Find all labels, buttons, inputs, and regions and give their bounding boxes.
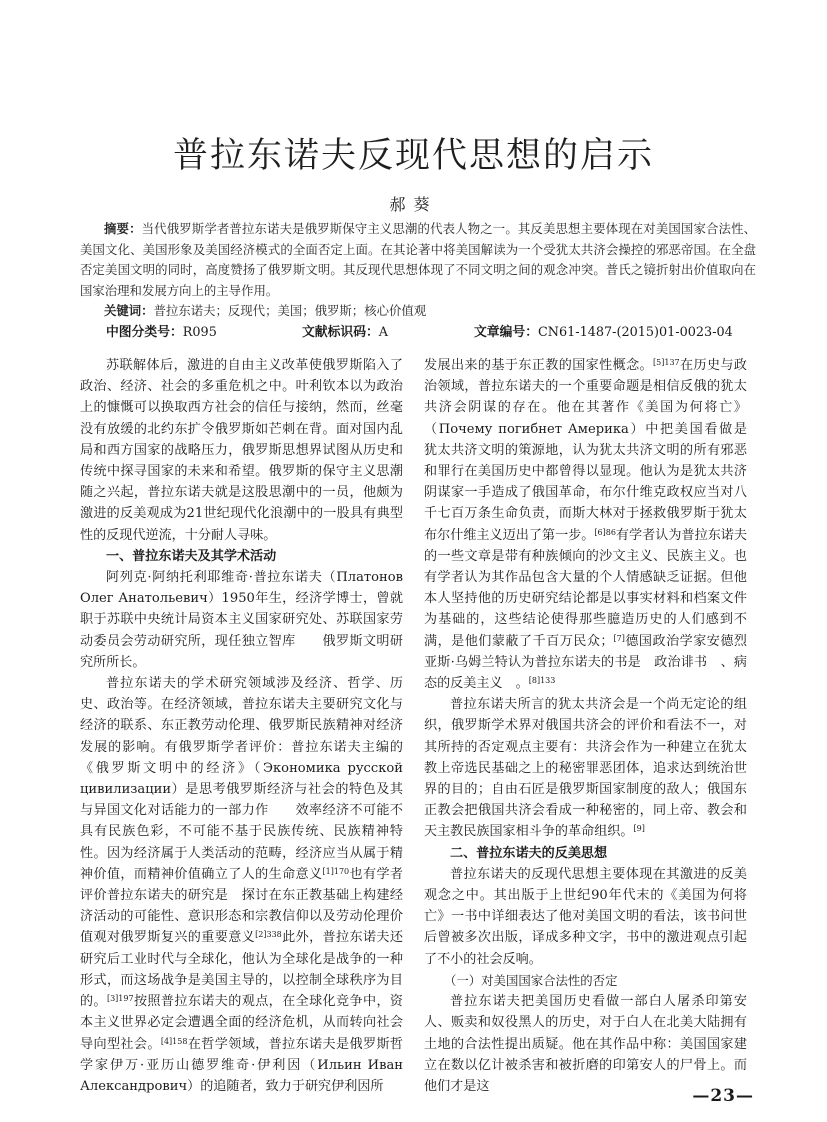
left-column	[80, 355, 403, 1097]
keywords-text: 普拉东诺夫；反现代；美国；俄罗斯；核心价值观	[153, 303, 427, 319]
citation-ref: [7]	[613, 633, 625, 643]
keywords-paragraph	[80, 301, 756, 322]
citation-ref: [1]170	[322, 866, 350, 876]
citation-ref: [5]137	[653, 358, 680, 367]
freemason-paragraph	[424, 694, 747, 842]
subsection-heading-1: （一）对美国国家合法性的否定	[444, 972, 618, 988]
freemason-text: 普拉东诺夫所言的犹太共济会是一个尚无定论的组织，俄罗斯学术界对俄国共济会的评价和看法不一，对其所持的否定观点主要有：共济会作为一种建立在犹太教上帝选民基础之上的秘密罪恶团体，追求达到统治世界的目的；自由石匠是俄罗斯国家制度的敌人；俄国东正教会把俄国共济会看成一种秘密的，同上帝、教会和天主教民族国家相斗争的革命组织。	[424, 697, 747, 840]
abstract-block	[80, 219, 756, 322]
citation-ref: [4]158	[160, 1036, 188, 1046]
doc-code-field	[302, 324, 388, 342]
intro-paragraph: 苏联解体后，激进的自由主义改革使俄罗斯陷入了政治、经济、社会的多重危机之中。叶利钦本以为政治上的慷慨可以换取西方社会的信任与接纳，然而，丝毫没有放缓的北约东扩令俄罗斯如芒刺在背。面对国内乱局和西方国家的战略压力，俄罗斯思想界试图从历史和传统中探寻国家的未来和希望。俄罗斯的保守主义思潮随之兴起，普拉东诺夫就是这股思潮中的一员，他颇为激进的反美观成为21世纪现代化浪潮中的一股具有典型性的反现代逆流，十分耐人寻味。	[80, 358, 403, 543]
continued-text-c: 有学者认为普拉东诺夫的一些文章是带有种族倾向的沙文主义、民族主义。也有学者认为其作品包含大量的个人情感缺乏证据。但他本人坚持他的历史研究结论都是以事实材料和档案文件为基础的，这些结论使得那些臆造历史的人们感到不满，是他们蒙蔽了千百万民众；	[424, 527, 748, 649]
article-number-field	[474, 324, 733, 342]
research-text-e: 在哲学领域，普拉东诺夫是俄罗斯哲学家伊万·亚历山德罗维奇·伊利因（Ильин Иван Александрович）的追随者，致力于研究伊利因所	[80, 1036, 404, 1094]
doc-code-value: A	[378, 325, 389, 340]
citation-ref: [8]133	[528, 676, 556, 686]
doc-code-label: 文献标识码：	[302, 325, 379, 340]
research-text-b: 也有学者评价普拉东诺夫的研究是 探讨在东正教基础上构建经济活动的可能性、意识形态和宗教信仰以及劳动伦理价值观对俄罗斯复兴的重要意义	[80, 866, 404, 946]
continued-text-d: 德国政治学家安德烈亚斯·乌姆兰特认为普拉东诺夫的书是 政治诽书 、病态的反美主义 。	[424, 633, 748, 692]
page-number: —23—	[692, 1086, 754, 1106]
abstract-label: 摘要：	[104, 221, 142, 236]
research-text-c: 此外，普拉东诺夫还研究后工业时代与全球化，他认为全球化是战争的一种形式，而这场战争是美国主导的，以控制全球秩序为目的。	[80, 930, 404, 1010]
section-heading-2: 二、普拉东诺夫的反美思想	[450, 845, 608, 861]
continued-text-b: 在历史与政治领域，普拉东诺夫的一个重要命题是相信反俄的犹太共济会阴谋的存在。他在其著作《美国为何将亡》（Почему погибнет Америка）中把美国看做是 犹太共济文明的策源地，认为犹太共济文明的所有邪恶和罪行在美国历史中都曾得以显现。他认为是犹太共济阴谋家一手造成了俄国革命，布尔什维克政权应当对八千七百万条生命负责，而斯大林对于拯救俄罗斯于犹太布尔什维主义迈出了第一步。	[424, 358, 761, 543]
abstract-text: 当代俄罗斯学者普拉东诺夫是俄罗斯保守主义思潮的代表人物之一。其反美思想主要体现在对美国国家合法性、美国文化、美国形象及美国经济模式的全面否定上面。在其论著中将美国解读为一个受犹太共济会操控的邪恶帝国。在全盘否定美国文明的同时，高度赞扬了俄罗斯文明。其反现代思想体现了不同文明之间的观念冲突。普氏之镜折射出价值取向在国家治理和发展方向上的主导作用。	[80, 221, 757, 298]
article-title: 普拉东诺夫反现代思想的启示	[172, 136, 654, 176]
clc-label: 中图分类号：	[106, 325, 183, 340]
clc-field	[106, 324, 217, 342]
clc-value: R095	[182, 325, 217, 340]
citation-ref: [9]	[633, 824, 645, 834]
author-name: 郝葵	[389, 195, 438, 214]
citation-ref: [2]338	[255, 930, 282, 940]
biography-paragraph: 阿列克·阿纳托利耶维奇·普拉东诺夫（Платонов Олег Анатольевич）1950年生，经济学博士，曾就职于苏联中央统计局资本主义国家研究处、苏联国家劳动委员会劳动研究所，现任独立智库 俄罗斯文明研究所所长。	[80, 570, 403, 670]
research-text-d: 按照普拉东诺夫的观点，在全球化竞争中，资本主义世界必定会遭遇全面的经济危机，从而转向社会导向型社会。	[80, 994, 404, 1052]
anti-american-paragraph: 普拉东诺夫的反现代思想主要体现在其激进的反美观念之中。其出版于上世纪90年代末的《美国为何将亡》一书中详细表达了他对美国文明的看法，该书问世后曾被多次出版，译成多种文字，书中的激进观点引起了不小的社会反响。	[424, 866, 747, 967]
research-text-a: 普拉东诺夫的学术研究领域涉及经济、哲学、历史、政治等。在经济领域，普拉东诺夫主要研究文化与经济的联系、东正教劳动伦理、俄罗斯民族精神对经济发展的影响。有俄罗斯学者评价：普拉东诺夫主编的《俄罗斯文明中的经济》（Экономика русской цивилизации）是思考俄罗斯经济与社会的特色及其与异国文化对话能力的一部力作 效率经济不可能不具有民族色彩，不可能不基于民族传统、民族精神特性。因为经济属于人类活动的范畴，经济应当从属于精神价值，而精神价值确立了人的生命意义	[80, 676, 403, 882]
keywords-label: 关键词：	[104, 303, 154, 319]
continued-text-a: 发展出来的基于东正教的国家性概念。	[424, 358, 654, 373]
research-paragraph	[80, 673, 403, 1097]
section-heading-1: 一、普拉东诺夫及其学术活动	[106, 548, 277, 564]
legitimacy-paragraph: 普拉东诺夫把美国历史看做一部白人屠杀印第安人、贩卖和奴役黑人的历史，对于白人在北美大陆拥有土地的合法性提出质疑。他在其作品中称：美国国家建立在数以亿计被杀害和被折磨的印第安人的尸骨上。而他们才是这	[424, 994, 747, 1094]
article-number-label: 文章编号：	[474, 325, 538, 340]
article-number-value: CN61-1487-(2015)01-0023-04	[537, 325, 733, 340]
continued-paragraph	[424, 355, 761, 694]
abstract-paragraph	[80, 219, 756, 301]
citation-ref: [6]86	[594, 527, 616, 537]
citation-ref: [3]197	[106, 994, 134, 1004]
